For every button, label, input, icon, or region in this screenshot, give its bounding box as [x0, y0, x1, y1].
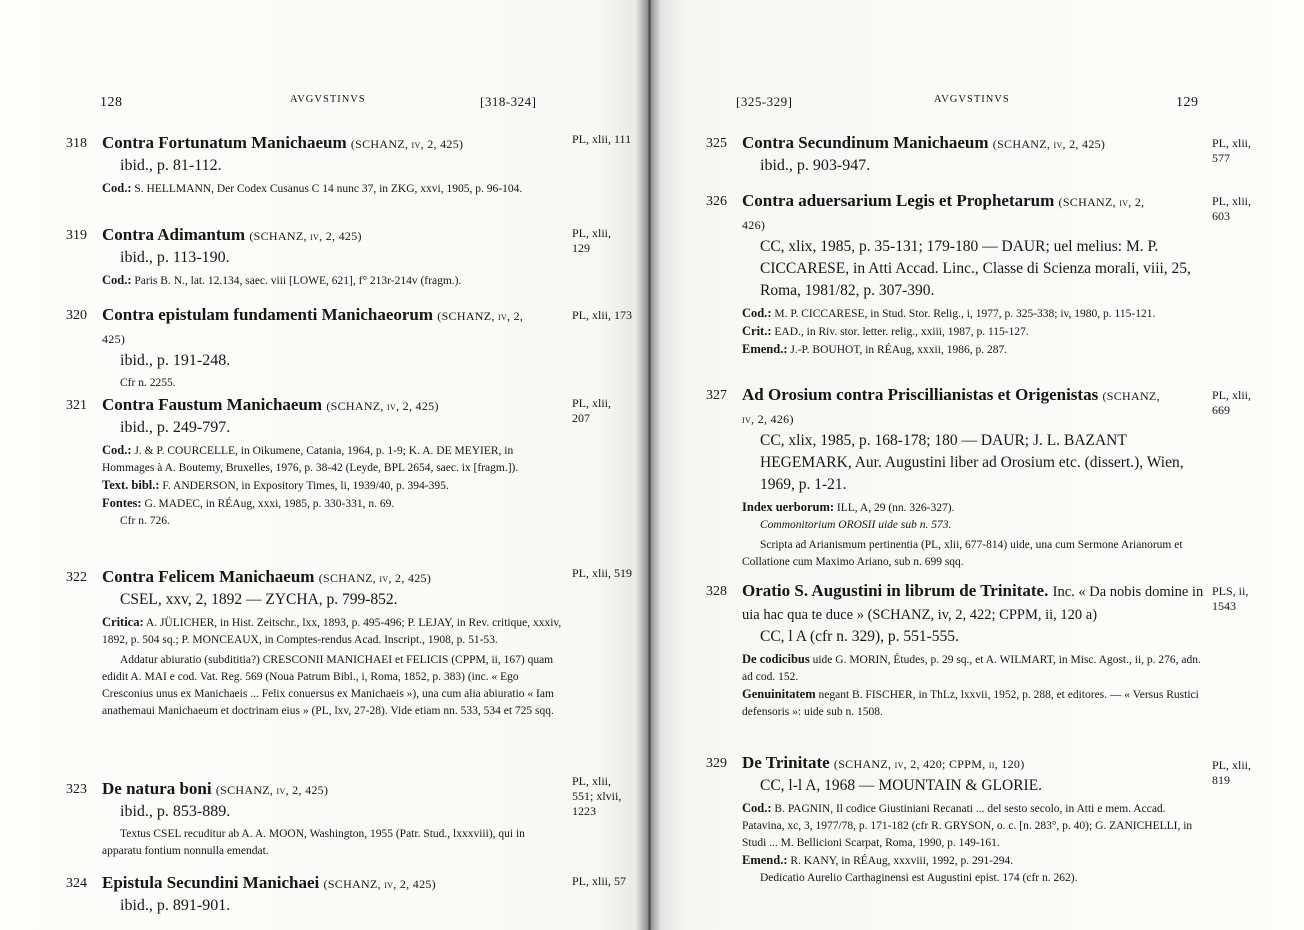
entry-note: Addatur abiuratio (subdititia?) CRESCONII MANICHAEI et FELICIS (CPPM, ii, 167) quam edidit A. MAI e cod. Vat. Reg. 569 (Noua Patrum Bibl., i, Roma, 1852, p. 383) (inc. « Ego Cresconius unus ex Manichaeis ... Felix conuersus ex Manichaeis »), una cum alia abiuratio « Iam anathemaui Manichaeum et doctrinam eius » (PL, lxv, 27-28). Vide etiam nn. 533, 534 et 725 sqq. [102, 654, 554, 717]
entry-ref-cont: 425) [102, 332, 126, 346]
entry-ibid: ibid., p. 191-248. [120, 352, 231, 369]
entry-329 [706, 752, 1206, 887]
entry-title: Contra Fortunatum Manichaeum (SCHANZ, iv, 2, 425) [102, 133, 464, 152]
entry-title: Contra Secundinum Manichaeum (SCHANZ, iv, 2, 425) [742, 133, 1106, 152]
entry-title: Oratio S. Augustini in librum de Trinitate. Inc. « Da nobis domine in uia hac qua te duce » (SCHANZ, iv, 2, 422; CPPM, ii, 120 a) [742, 581, 1204, 623]
entry-note: Index uerborum: ILL, A, 29 (nn. 326-327). [742, 500, 955, 514]
entry-edition: CC, l A (cfr n. 329), p. 551-555. [760, 628, 959, 645]
book-gutter [636, 0, 662, 930]
entry-edition: CC, l-l A, 1968 — MOUNTAIN & GLORIE. [760, 777, 1043, 794]
entry-note: Emend.: R. KANY, in RÉAug, xxxviii, 1992, p. 291-294. [742, 853, 1014, 867]
entry-note: Fontes: G. MADEC, in RÉAug, xxxi, 1985, p. 330-331, n. 69. [102, 496, 395, 510]
entry-328 [706, 580, 1206, 721]
entry-324 [66, 872, 566, 917]
entry-ibid: ibid., p. 903-947. [760, 157, 871, 174]
right-running-title: AVGVSTINVS [934, 94, 1010, 105]
entry-number: 322 [66, 570, 87, 585]
entry-title: Contra Felicem Manichaeum (SCHANZ, iv, 2, 425) [102, 567, 432, 586]
entry-number: 319 [66, 228, 87, 243]
pl-reference: PL, xlii, 57 [572, 874, 627, 888]
entry-title: De Trinitate (SCHANZ, iv, 2, 420; CPPM, ii, 120) [742, 753, 1025, 772]
pl-reference: PL, xlii, 519 [572, 566, 633, 580]
entry-ibid: ibid., p. 853-889. [120, 803, 231, 820]
entry-note: Critica: A. JÜLICHER, in Hist. Zeitschr., lxx, 1893, p. 495-496; P. LEJAY, in Rev. critique, xxxiv, 1892, p. 504 sq.; P. MONCEAUX, in Comptes-rendus Acad. Inscript., 1908, p. 51-53. [102, 615, 562, 646]
entry-number: 324 [66, 876, 87, 891]
pl-reference: PL, xlii, 603 [1212, 194, 1252, 223]
right-page [650, 0, 1304, 930]
left-folio: 128 [100, 95, 123, 110]
entry-note: Cod.: S. HELLMANN, Der Codex Cusanus C 14 nunc 37, in ZKG, xxvi, 1905, p. 96-104. [102, 181, 523, 195]
entry-note: Cod.: J. & P. COURCELLE, in Oikumene, Catania, 1964, p. 1-9; K. A. DE MEYIER, in Hommages à A. Boutemy, Bruxelles, 1976, p. 38-42 (Leyde, BPL 2654, saec. ix [fragm.]). [102, 443, 519, 474]
right-folio: 129 [1176, 95, 1199, 110]
entry-325 [706, 132, 1206, 177]
entry-edition: CC, xlix, 1985, p. 35-131; 179-180 — DAUR; uel melius: M. P. CICCARESE, in Atti Accad. Linc., Classe di Scienza morali, viii, 25, Roma, 1981/82, p. 307-390. [760, 238, 1191, 299]
pl-reference: PL, xlii, 577 [1212, 136, 1252, 165]
left-page [0, 0, 648, 930]
entry-edition: CC, xlix, 1985, p. 168-178; 180 — DAUR; J. L. BAZANT HEGEMARK, Aur. Augustini liber ad Orosium etc. (dissert.), Wien, 1969, p. 1-21. [760, 432, 1184, 493]
entry-note: Cod.: Paris B. N., lat. 12.134, saec. viii [LOWE, 621], f° 213r-214v (fragm.). [102, 273, 462, 287]
entry-note: Dedicatio Aurelio Carthaginensi est Augustini epist. 174 (cfr n. 262). [760, 872, 1078, 884]
entry-ref-cont: 426) [742, 218, 766, 232]
entry-title: Ad Orosium contra Priscillianistas et Origenistas (SCHANZ, [742, 385, 1160, 404]
entry-number: 326 [706, 194, 727, 209]
entry-ibid: ibid., p. 891-901. [120, 897, 231, 914]
pl-reference: PL, xlii, 129 [572, 226, 612, 255]
entry-number: 323 [66, 782, 87, 797]
right-range: [325-329] [736, 94, 793, 109]
entry-note: Scripta ad Arianismum pertinentia (PL, xlii, 677-814) uide, una cum Sermone Arianorum et Collatione cum Maximo Ariano, sub n. 699 sqq. [742, 539, 1183, 568]
entry-number: 318 [66, 136, 87, 151]
pl-reference: PL, xlii, 669 [1212, 388, 1252, 417]
entry-title: Contra aduersarium Legis et Prophetarum (SCHANZ, iv, 2, [742, 191, 1145, 210]
entry-ibid: ibid., p. 113-190. [120, 249, 230, 266]
entry-number: 329 [706, 756, 727, 771]
entry-title: Contra Faustum Manichaeum (SCHANZ, iv, 2, 425) [102, 395, 439, 414]
entry-note: Text. bibl.: F. ANDERSON, in Expository Times, li, 1939/40, p. 394-395. [102, 478, 449, 492]
pl-reference: PL, xlii, 111 [572, 132, 632, 146]
entry-number: 328 [706, 584, 727, 599]
entry-326 [706, 190, 1206, 359]
entry-323 [66, 778, 566, 860]
entry-number: 321 [66, 398, 87, 413]
entry-note: Cod.: B. PAGNIN, Il codice Giustiniani Recanati ... del sesto secolo, in Atti e mem. Accad. Patavina, xc, 3, 1977/78, p. 171-182 (cfr R. GRYSON, o. c. [n. 283°, p. 40); G. ZANICHELLI, in Studi ... M. Bellicioni Scarpat, Roma, 1990, p. 149-161. [742, 801, 1193, 849]
entry-320 [66, 304, 566, 392]
pl-reference: PL, xlii, 551; xlvii, 1223 [572, 774, 622, 818]
entry-title: Epistula Secundini Manichaei (SCHANZ, iv, 2, 425) [102, 873, 436, 892]
left-running-title: AVGVSTINVS [290, 94, 366, 105]
entry-number: 320 [66, 308, 87, 323]
entry-ibid: ibid., p. 249-797. [120, 419, 231, 436]
entry-ref-cont: iv, 2, 426) [742, 412, 794, 426]
entry-note: Cod.: M. P. CICCARESE, in Stud. Stor. Relig., i, 1977, p. 325-338; iv, 1980, p. 115-121. [742, 306, 1156, 320]
entry-319 [66, 224, 566, 290]
entry-ibid: ibid., p. 81-112. [120, 157, 222, 174]
entry-note: Crit.: EAD., in Riv. stor. letter. relig., xxiii, 1987, p. 115-127. [742, 324, 1029, 338]
entry-note: Genuinitatem negant B. FISCHER, in ThLz, lxxvii, 1952, p. 288, et editores. — « Versus Rustici defensoris »: uide sub n. 1508. [742, 687, 1199, 718]
pl-reference: PL, xlii, 819 [1212, 758, 1252, 787]
entry-number: 325 [706, 136, 727, 151]
entry-title: Contra Adimantum (SCHANZ, iv, 2, 425) [102, 225, 362, 244]
entry-321 [66, 394, 566, 530]
entry-318 [66, 132, 566, 198]
entry-327 [706, 384, 1206, 571]
entry-322 [66, 566, 566, 720]
entry-edition: CSEL, xxv, 2, 1892 — ZYCHA, p. 799-852. [120, 591, 398, 608]
pl-reference: PLS, ii, 1543 [1212, 584, 1249, 613]
left-range: [318-324] [480, 94, 537, 109]
entry-title: De natura boni (SCHANZ, iv, 2, 425) [102, 779, 329, 798]
entry-note: Emend.: J.-P. BOUHOT, in RÉAug, xxxii, 1986, p. 287. [742, 342, 1008, 356]
entry-note: Cfr n. 726. [120, 515, 170, 527]
entry-number: 327 [706, 388, 727, 403]
pl-reference: PL, xlii, 207 [572, 396, 612, 425]
entry-note: Cfr n. 2255. [120, 377, 176, 389]
entry-note: Commonitorium OROSII uide sub n. 573. [760, 519, 952, 531]
pl-reference: PL, xlii, 173 [572, 308, 633, 322]
entry-title: Contra epistulam fundamenti Manichaeorum (SCHANZ, iv, 2, [102, 305, 524, 324]
entry-note: Textus CSEL recuditur ab A. A. MOON, Washington, 1955 (Patr. Stud., lxxxviii), qui in apparatu fontium nonnulla emendat. [102, 828, 525, 857]
entry-note: De codicibus uide G. MORIN, Études, p. 29 sq., et A. WILMART, in Misc. Agost., ii, p. 276, adn. ad cod. 152. [742, 652, 1201, 683]
